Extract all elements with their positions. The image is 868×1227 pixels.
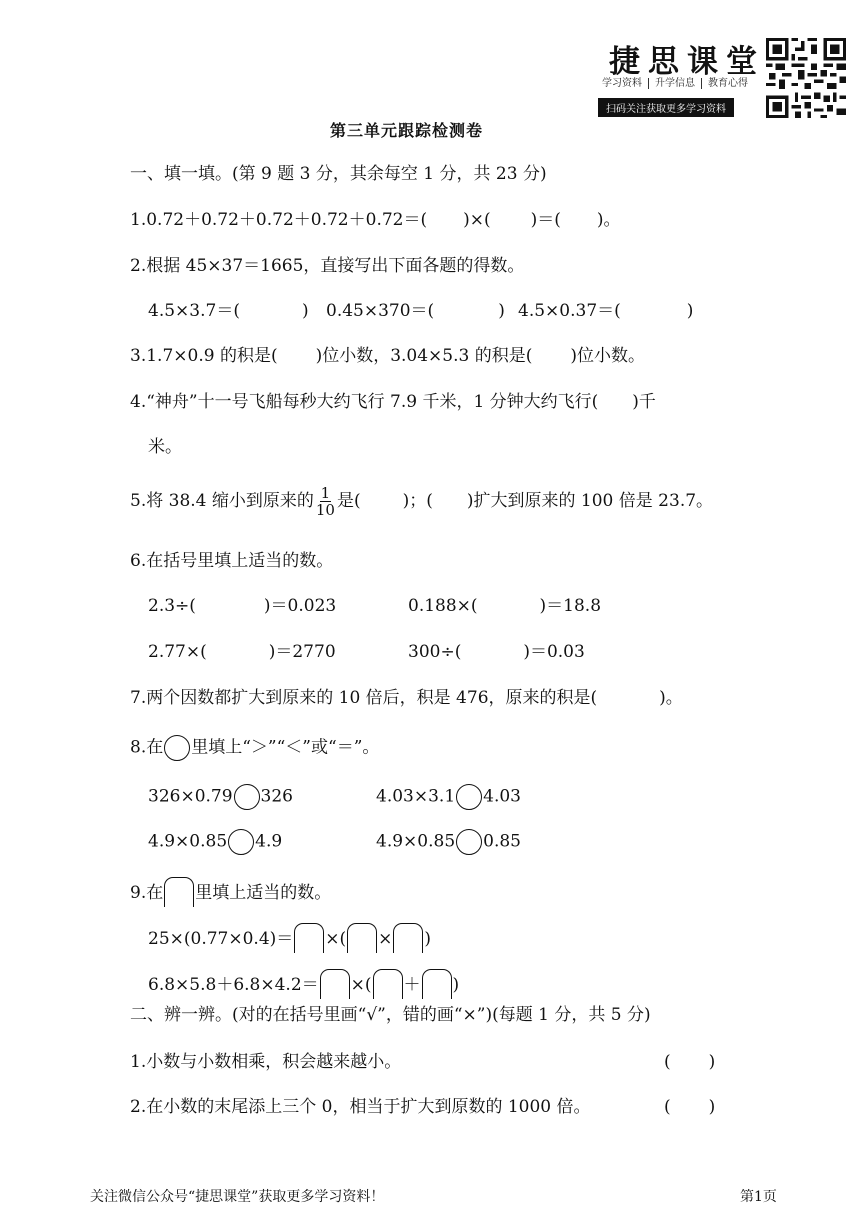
question-6-item-b: 0.188×( )＝18.8 [408, 596, 602, 616]
fraction-one-tenth: $\frac{1}{10}$ [315, 484, 335, 519]
answer-box[interactable] [373, 969, 403, 999]
tag-education-notes: 教育心得 [708, 78, 748, 89]
question-4: 4.“神舟”十一号飞船每秒大约飞行 7.9 千米，1 分钟大约飞行( )千 [130, 392, 656, 412]
question-8-item-b: 4.03×3.1 4.03 [376, 784, 521, 810]
brand-name: 捷思课堂 [609, 44, 765, 80]
question-9-item-a: 25×(0.77×0.4)＝ ×( × ) [148, 920, 431, 950]
scan-banner: 扫码关注获取更多学习资料 [598, 98, 734, 117]
question-6-item-d: 300÷( )＝0.03 [408, 642, 585, 662]
brand-tags [596, 74, 754, 89]
answer-box[interactable] [393, 923, 423, 953]
judge-question-1: 1.小数与小数相乘，积会越来越小。 [130, 1052, 402, 1072]
question-2-item-b: 0.45×370＝( ) [326, 301, 505, 321]
footer-promo: 关注微信公众号“捷思课堂”获取更多学习资料！ [90, 1189, 385, 1205]
judge-answer-2[interactable]: ( ) [664, 1097, 716, 1117]
question-9-item-b: 6.8×5.8＋6.8×4.2＝ ×( ＋ ) [148, 966, 459, 996]
question-8-item-c: 4.9×0.85 4.9 [148, 829, 282, 855]
qr-code-icon[interactable] [766, 38, 846, 118]
question-6-item-a: 2.3÷( )＝0.023 [148, 596, 337, 616]
question-6-item-c: 2.77×( )＝2770 [148, 642, 336, 662]
question-2-item-c: 4.5×0.37＝( ) [518, 301, 694, 321]
question-8-item-a: 326×0.79 326 [148, 784, 293, 810]
section2-heading: 二、辨一辨。(对的在括号里画“√”，错的画“×”)(每题 1 分，共 5 分) [130, 1005, 651, 1025]
judge-question-2: 2.在小数的末尾添上三个 0，相当于扩大到原数的 1000 倍。 [130, 1097, 591, 1117]
question-3: 3.1.7×0.9 的积是( )位小数，3.04×5.3 的积是( )位小数。 [130, 346, 646, 366]
question-2: 2.根据 45×37＝1665，直接写出下面各题的得数。 [130, 256, 525, 276]
question-1: 1.0.72＋0.72＋0.72＋0.72＋0.72＝( )×( )＝( )。 [130, 210, 621, 230]
compare-circle[interactable] [234, 784, 260, 810]
compare-circle[interactable] [456, 784, 482, 810]
tag-admission-info: 升学信息 [649, 78, 702, 89]
judge-answer-1[interactable]: ( ) [664, 1052, 716, 1072]
question-4-cont: 米。 [148, 437, 182, 457]
answer-box[interactable] [422, 969, 452, 999]
answer-box[interactable] [320, 969, 350, 999]
question-7: 7.两个因数都扩大到原来的 10 倍后，积是 476，原来的积是( )。 [130, 688, 683, 708]
question-6: 6.在括号里填上适当的数。 [130, 551, 334, 571]
box-blank-example [164, 877, 194, 907]
question-5: 5.将 38.4 缩小到原来的 $\frac{1}{10}$ 是( )；( )扩大到原来的 100 倍是 23.7。 [130, 484, 714, 519]
circle-blank-example [164, 735, 190, 761]
compare-circle[interactable] [228, 829, 254, 855]
question-8: 8.在 里填上“＞”“＜”或“＝”。 [130, 735, 379, 761]
answer-box[interactable] [294, 923, 324, 953]
compare-circle[interactable] [456, 829, 482, 855]
question-9: 9.在 里填上适当的数。 [130, 874, 331, 904]
tag-study-materials: 学习资料 [596, 78, 649, 89]
page-number: 第1页 [740, 1189, 777, 1205]
question-2-item-a: 4.5×3.7＝( ) [148, 301, 309, 321]
question-8-item-d: 4.9×0.85 0.85 [376, 829, 521, 855]
section1-heading: 一、填一填。(第 9 题 3 分，其余每空 1 分，共 23 分) [130, 164, 547, 184]
page-title: 第三单元跟踪检测卷 [330, 121, 484, 140]
answer-box[interactable] [347, 923, 377, 953]
